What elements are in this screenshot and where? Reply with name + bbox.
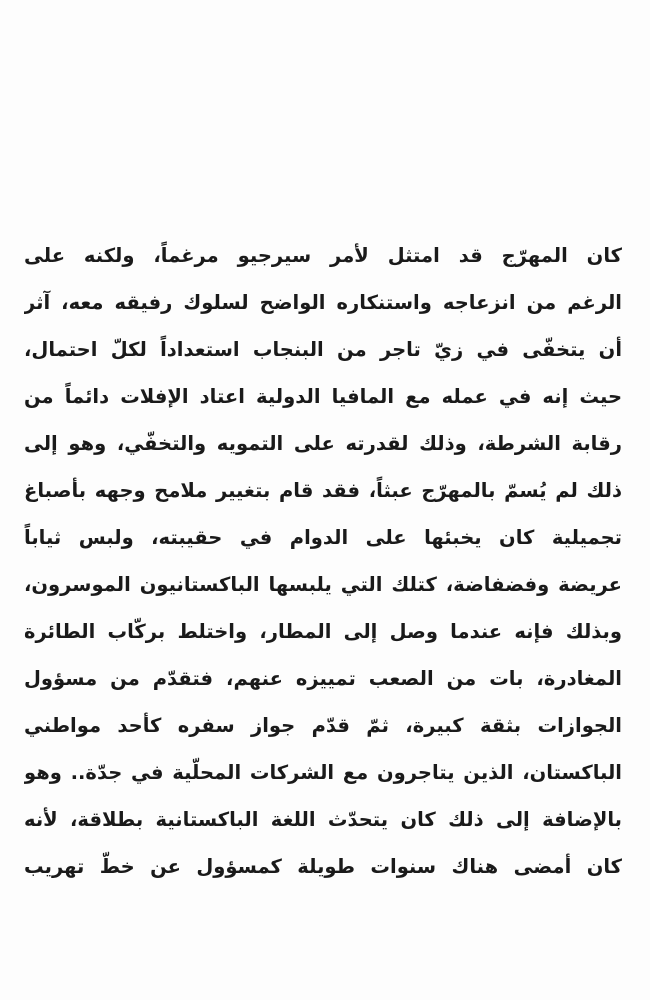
text-line: بالإضافة إلى ذلك كان يتحدّث اللغة الباكستانية بطلاقة، لأنه [24,808,622,831]
text-line: رقابة الشرطة، وذلك لقدرته على التمويه والتخفّي، وهو إلى [24,432,622,455]
text-line: أن يتخفّى في زيّ تاجر من البنجاب استعداداً لكلّ احتمال، [24,338,622,361]
text-line: تجميلية كان يخبئها على الدوام في حقيبته، ولبس ثياباً [24,526,622,549]
text-line: الرغم من انزعاجه واستنكاره الواضح لسلوك رفيقه معه، آثر [24,291,622,314]
text-line: كان أمضى هناك سنوات طويلة كمسؤول عن خطّ تهريب [24,855,622,878]
text-line: حيث إنه في عمله مع المافيا الدولية اعتاد الإفلات دائماً من [24,385,622,408]
text-line: عريضة وفضفاضة، كتلك التي يلبسها الباكستانيون الموسرون، [24,573,622,596]
body-text [24,232,622,890]
text-line: الجوازات بثقة كبيرة، ثمّ قدّم جواز سفره كأحد مواطني [24,714,622,737]
text-line: ذلك لم يُسمّ بالمهرّج عبثاً، فقد قام بتغيير ملامح وجهه بأصباغ [24,479,622,502]
text-line: كان المهرّج قد امتثل لأمر سيرجيو مرغماً، ولكنه على [24,244,622,267]
text-line: وبذلك فإنه عندما وصل إلى المطار، واختلط بركّاب الطائرة [24,620,622,643]
text-line: الباكستان، الذين يتاجرون مع الشركات المحلّية في جدّة.. وهو [24,761,622,784]
text-line: المغادرة، بات من الصعب تمييزه عنهم، فتقدّم من مسؤول [24,667,622,690]
